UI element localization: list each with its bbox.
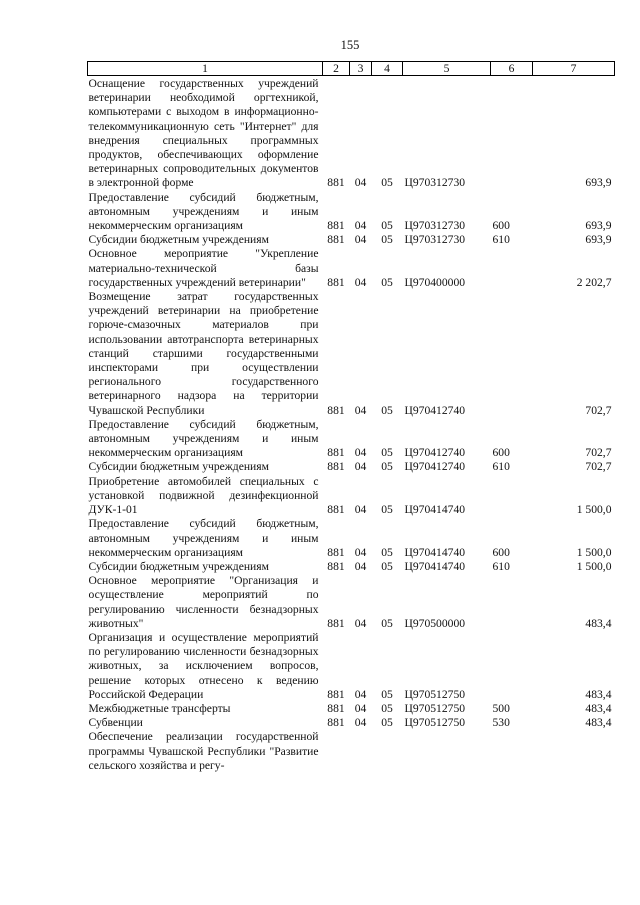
table-row [88, 631, 615, 702]
section-code-cell: 04 [354, 616, 367, 630]
row-name-cell: Субсидии бюджетным учреждениям [88, 233, 269, 247]
expense-type-cell: 600 [492, 446, 510, 460]
row-name-cell: Оснащение государственных учреждений ветеринарии необходимой оргтехникой, компьютерами с выходом в информационно-телекоммуникационную сеть "Интернет" для внедрения специальных программных продуктов, обеспечивающих оформление ветеринарных сопроводительных документов в электронной форме [88, 77, 319, 190]
subsection-code-cell: 05 [381, 275, 393, 289]
ministry-code-cell: 881 [327, 233, 345, 247]
target-article-cell: Ц970414740 [404, 559, 466, 573]
amount-cell: 693,9 [585, 219, 612, 233]
subsection-code-cell: 05 [381, 545, 393, 559]
subsection-code-cell [372, 730, 403, 773]
subsection-code-cell: 05 [381, 687, 393, 701]
ministry-code-cell: 881 [327, 503, 345, 517]
section-code-cell: 04 [354, 559, 367, 573]
ministry-code-cell [323, 730, 350, 773]
ministry-code-cell: 881 [327, 701, 345, 715]
subsection-code-cell: 05 [381, 176, 393, 190]
row-name-cell: Возмещение затрат государственных учреждений ветеринарии на приобретение горюче-смазочных материалов при использовании автотранспорта ветеринарных станций старшими государственными инспекторами при осуществлении регионального государственного ветеринарного надзора на территории Чувашской Республики [88, 290, 319, 417]
row-name-cell: Обеспечение реализации государственной программы Чувашской Республики "Развитие сельского хозяйства и регу- [88, 730, 319, 772]
target-article-cell: Ц970414740 [404, 545, 466, 559]
target-article-cell: Ц970412740 [404, 446, 466, 460]
section-code-cell: 04 [354, 545, 367, 559]
expense-type-cell [491, 290, 533, 418]
target-article-cell: Ц970412740 [404, 403, 466, 417]
amount-cell: 2 202,7 [576, 275, 612, 289]
target-article-cell: Ц970512750 [404, 701, 466, 715]
amount-cell: 702,7 [585, 460, 612, 474]
ministry-code-cell: 881 [327, 403, 345, 417]
amount-cell: 693,9 [585, 233, 612, 247]
column-header-4: 4 [372, 62, 403, 76]
expense-type-cell [491, 730, 533, 773]
amount-cell [533, 730, 615, 773]
subsection-code-cell: 05 [381, 559, 393, 573]
target-article-cell [403, 730, 491, 773]
ministry-code-cell: 881 [327, 687, 345, 701]
expense-type-cell: 610 [492, 460, 510, 474]
section-code-cell: 04 [354, 687, 367, 701]
target-article-cell: Ц970312730 [404, 233, 466, 247]
row-name-cell: Межбюджетные трансферты [88, 701, 231, 715]
column-header-7: 7 [533, 62, 615, 76]
expense-type-cell: 530 [492, 716, 510, 730]
page-number: 155 [340, 38, 360, 52]
table-row [88, 574, 615, 631]
expense-type-cell [491, 631, 533, 702]
ministry-code-cell: 881 [327, 716, 345, 730]
table-row [88, 418, 615, 461]
amount-cell: 1 500,0 [576, 559, 612, 573]
row-name-cell: Основное мероприятие "Укрепление материально-технической базы государственных учреждений ветеринарии" [88, 247, 319, 289]
target-article-cell: Ц970400000 [404, 275, 466, 289]
expense-type-cell [491, 76, 533, 191]
row-name-cell: Субсидии бюджетным учреждениям [88, 460, 269, 474]
section-code-cell: 04 [354, 446, 367, 460]
section-code-cell: 04 [354, 219, 367, 233]
subsection-code-cell: 05 [381, 701, 393, 715]
amount-cell: 483,4 [585, 701, 612, 715]
target-article-cell: Ц970312730 [404, 219, 466, 233]
target-article-cell: Ц970500000 [404, 616, 466, 630]
subsection-code-cell: 05 [381, 219, 393, 233]
amount-cell: 483,4 [585, 616, 612, 630]
section-code-cell: 04 [354, 701, 367, 715]
target-article-cell: Ц970414740 [404, 503, 466, 517]
expense-type-cell [491, 247, 533, 290]
column-header-1: 1 [88, 62, 323, 76]
row-name-cell: Организация и осуществление мероприятий по регулированию численности безнадзорных животных, за исключением вопросов, решение которых отнесено к ведению Российской Федерации [88, 630, 319, 701]
ministry-code-cell: 881 [327, 275, 345, 289]
expense-type-cell: 600 [492, 545, 510, 559]
section-code-cell: 04 [354, 233, 367, 247]
section-code-cell: 04 [354, 716, 367, 730]
ministry-code-cell: 881 [327, 446, 345, 460]
section-code-cell: 04 [354, 403, 367, 417]
amount-cell: 483,4 [585, 716, 612, 730]
table-row [88, 290, 615, 418]
amount-cell: 483,4 [585, 687, 612, 701]
row-name-cell: Субсидии бюджетным учреждениям [88, 559, 269, 573]
section-code-cell: 04 [354, 460, 367, 474]
table-row [88, 716, 615, 730]
target-article-cell: Ц970412740 [404, 460, 466, 474]
amount-cell: 1 500,0 [576, 503, 612, 517]
subsection-code-cell: 05 [381, 446, 393, 460]
section-code-cell: 04 [354, 503, 367, 517]
row-name-cell: Основное мероприятие "Организация и осуществление мероприятий по регулированию численности безнадзорных животных" [88, 574, 319, 630]
table-row [88, 233, 615, 247]
expense-type-cell [491, 574, 533, 631]
ministry-code-cell: 881 [327, 545, 345, 559]
row-name-cell: Субвенции [88, 716, 143, 730]
amount-cell: 702,7 [585, 403, 612, 417]
table-row [88, 247, 615, 290]
ministry-code-cell: 881 [327, 616, 345, 630]
table-row [88, 191, 615, 234]
row-name-cell: Предоставление субсидий бюджетным, автономным учреждениям и иным некоммерческим организациям [88, 190, 319, 233]
expense-type-cell: 610 [492, 233, 510, 247]
expense-type-cell [491, 475, 533, 518]
amount-cell: 693,9 [585, 176, 612, 190]
amount-cell: 702,7 [585, 446, 612, 460]
table-row [88, 460, 615, 474]
row-name-cell: Предоставление субсидий бюджетным, автономным учреждениям и иным некоммерческим организациям [88, 517, 319, 559]
table-row [88, 730, 615, 773]
column-header-2: 2 [323, 62, 350, 76]
table-row [88, 560, 615, 574]
column-header-5: 5 [403, 62, 491, 76]
subsection-code-cell: 05 [381, 716, 393, 730]
row-name-cell: Предоставление субсидий бюджетным, автономным учреждениям и иным некоммерческим организациям [88, 417, 319, 460]
expense-type-cell: 610 [492, 559, 510, 573]
subsection-code-cell: 05 [381, 403, 393, 417]
subsection-code-cell: 05 [381, 233, 393, 247]
table-row [88, 475, 615, 518]
table-row [88, 76, 615, 191]
target-article-cell: Ц970512750 [404, 687, 466, 701]
ministry-code-cell: 881 [327, 460, 345, 474]
table-row [88, 517, 615, 560]
amount-cell: 1 500,0 [576, 545, 612, 559]
subsection-code-cell: 05 [381, 460, 393, 474]
target-article-cell: Ц970312730 [404, 176, 466, 190]
table-row [88, 702, 615, 716]
ministry-code-cell: 881 [327, 219, 345, 233]
expense-type-cell: 500 [492, 701, 510, 715]
budget-table [87, 61, 615, 773]
column-header-3: 3 [350, 62, 372, 76]
target-article-cell: Ц970512750 [404, 716, 466, 730]
row-name-cell: Приобретение автомобилей специальных с установкой подвижной дезинфекционной ДУК-1-01 [88, 474, 319, 517]
ministry-code-cell: 881 [327, 559, 345, 573]
ministry-code-cell: 881 [327, 176, 345, 190]
subsection-code-cell: 05 [381, 503, 393, 517]
expense-type-cell: 600 [492, 219, 510, 233]
subsection-code-cell: 05 [381, 616, 393, 630]
table-header-row [88, 62, 615, 76]
section-code-cell: 04 [354, 275, 367, 289]
section-code-cell [350, 730, 372, 773]
column-header-6: 6 [491, 62, 533, 76]
section-code-cell: 04 [354, 176, 367, 190]
